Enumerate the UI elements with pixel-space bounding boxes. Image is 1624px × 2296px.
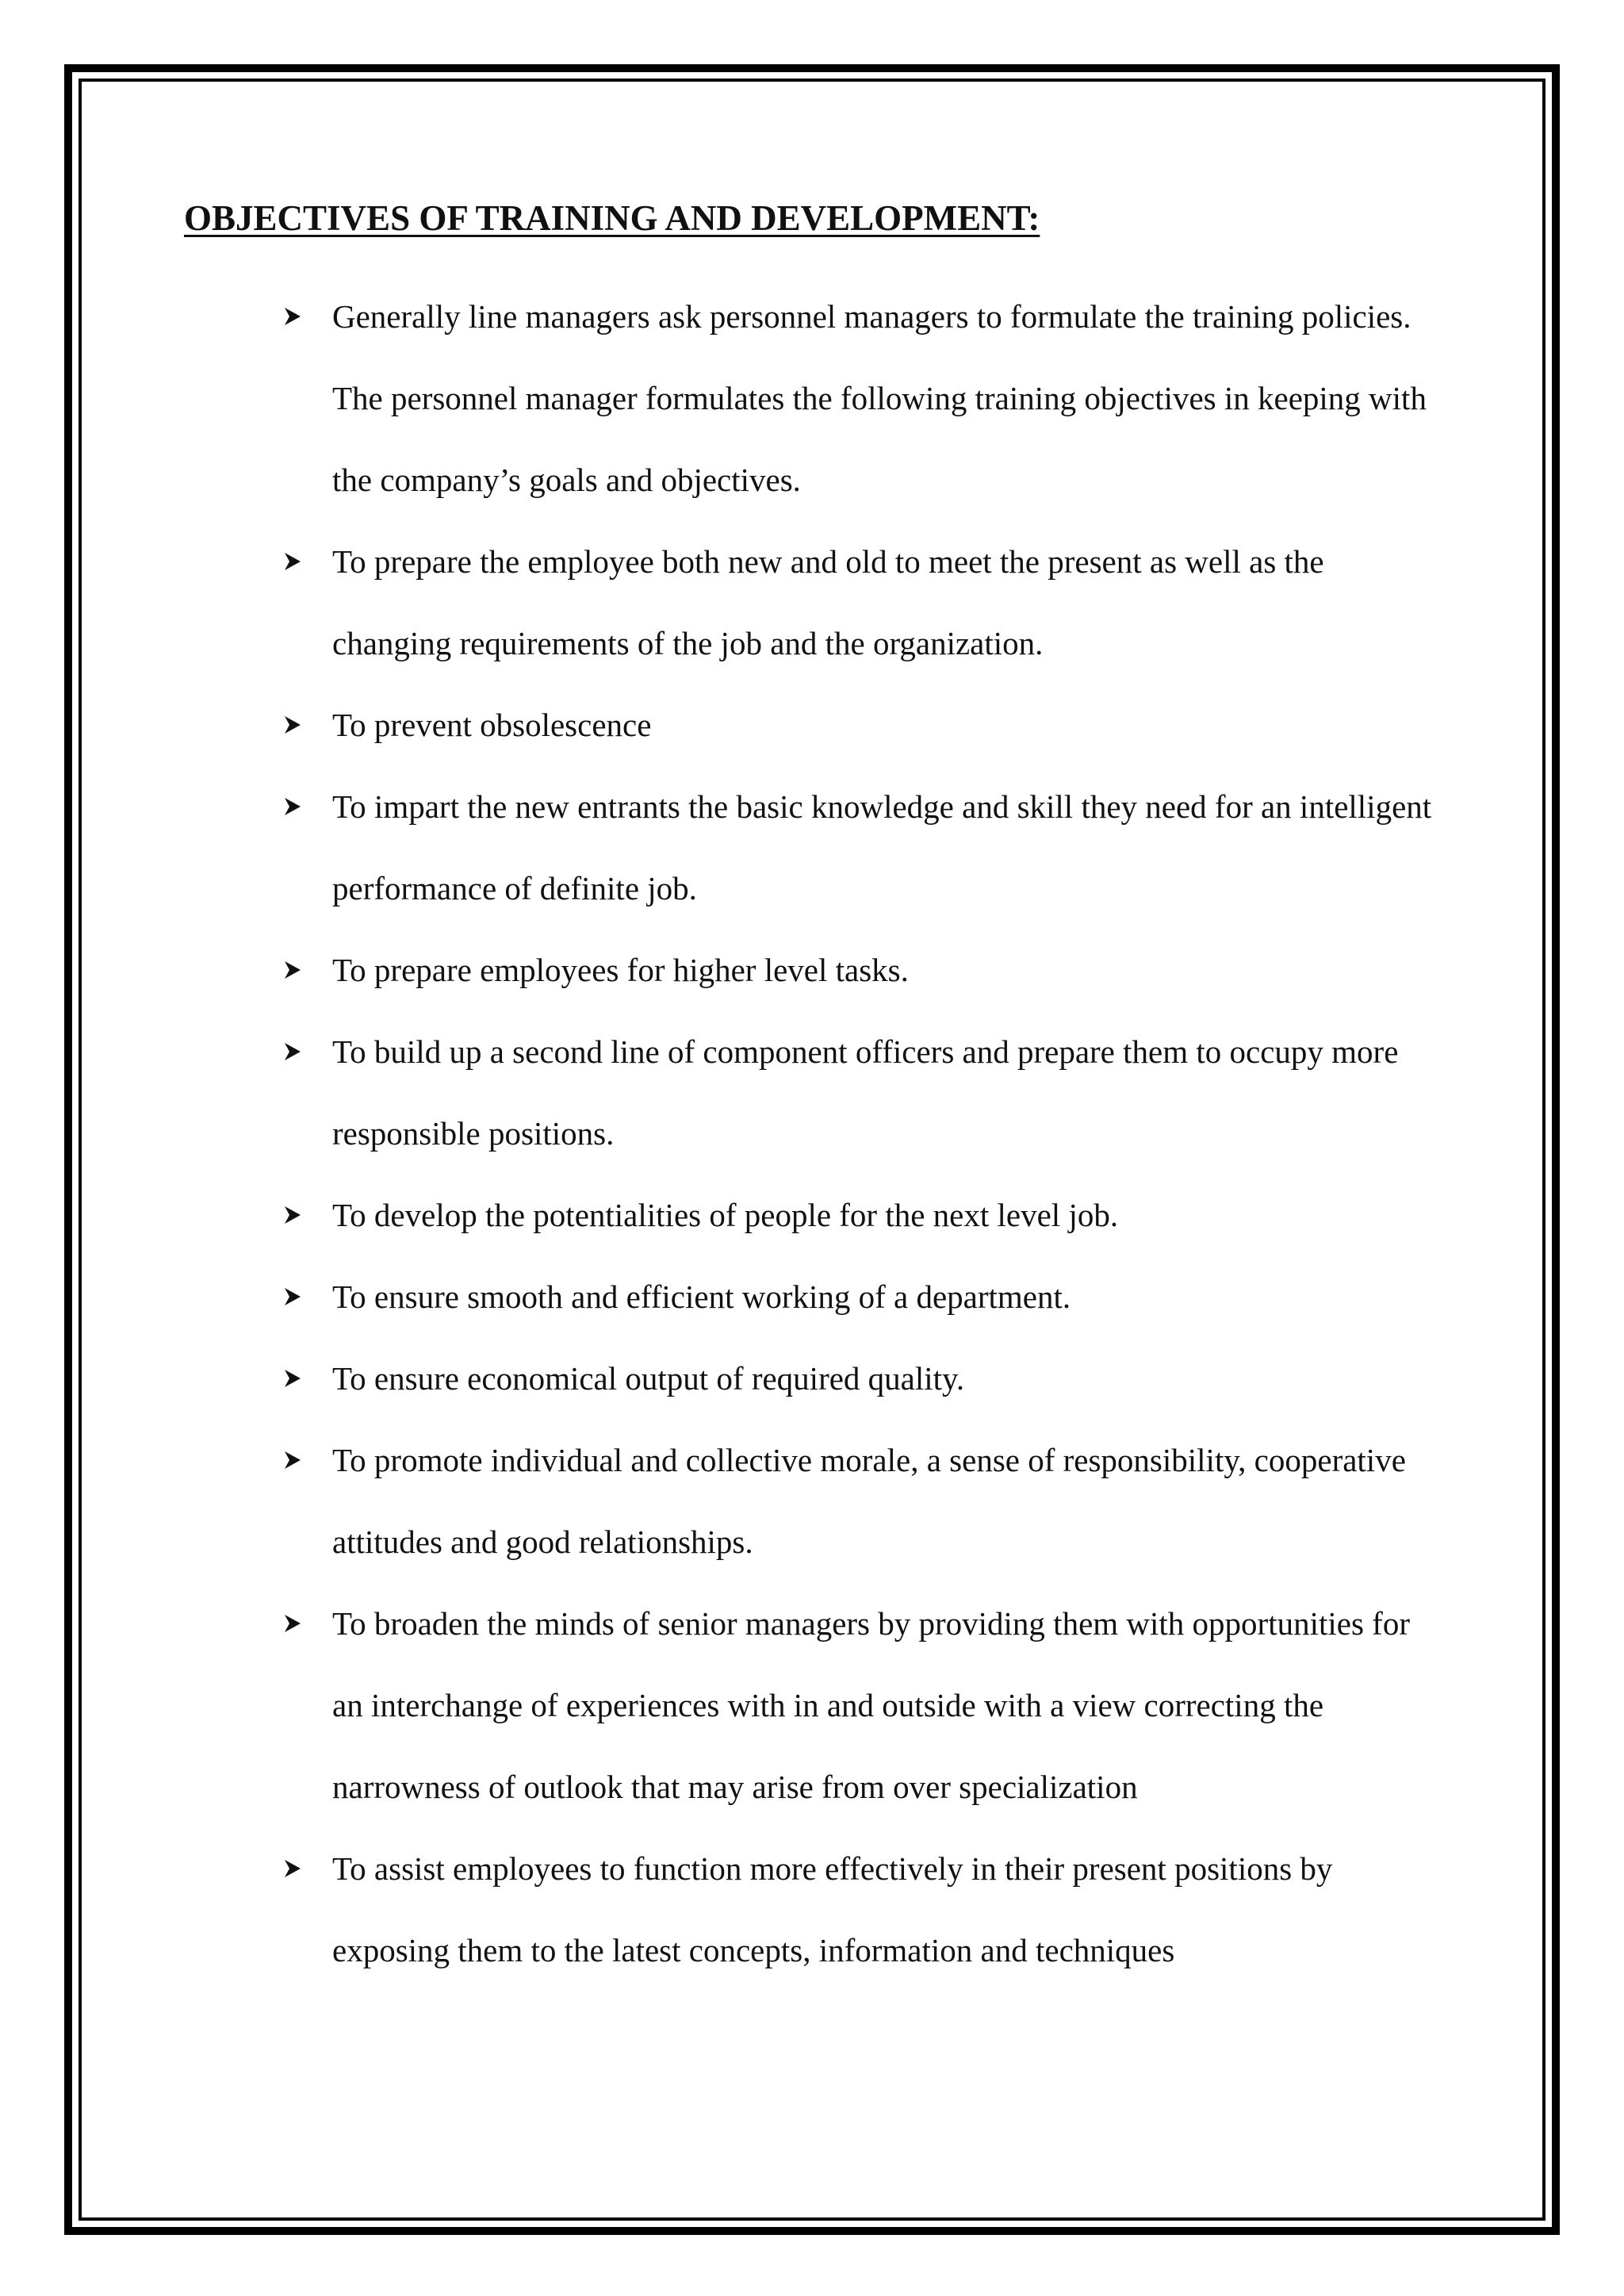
list-item [284,1175,1434,1256]
list-item-text: To prepare the employee both new and old to meet the present as well as the changing requirements of the job and the organization. [332,543,1324,661]
list-item-text: To promote individual and collective morale, a sense of responsibility, cooperative attitudes and good relationships. [332,1442,1406,1560]
arrowhead-bullet-icon [284,1828,316,1910]
arrowhead-bullet-icon [284,684,316,766]
page-content [184,190,1453,1968]
list-item-text: To build up a second line of component officers and prepare them to occupy more responsible positions. [332,1033,1399,1152]
arrowhead-bullet-icon [284,1420,316,1501]
list-item [284,1256,1434,1338]
arrowhead-bullet-icon [284,766,316,848]
arrowhead-bullet-icon [284,1338,316,1420]
list-item-text: To ensure smooth and efficient working of a department. [332,1278,1071,1315]
list-item [284,684,1434,766]
list-item-text: To prepare employees for higher level tasks. [332,952,909,988]
arrowhead-bullet-icon [284,930,316,1011]
arrowhead-bullet-icon [284,276,316,358]
list-item [284,1828,1434,1991]
list-item [284,276,1434,521]
list-item-text: To ensure economical output of required quality. [332,1360,965,1397]
list-item [284,1338,1434,1420]
arrowhead-bullet-icon [284,1175,316,1256]
objectives-list [284,276,1434,1991]
list-item-text: To broaden the minds of senior managers by providing them with opportunities for an interchange of experiences with in and outside with a view correcting the narrowness of outlook that may arise from over specialization [332,1605,1410,1805]
arrowhead-bullet-icon [284,521,316,603]
list-item [284,1420,1434,1583]
list-item [284,766,1434,930]
list-item [284,930,1434,1011]
list-item-text: To develop the potentialities of people for the next level job. [332,1197,1119,1233]
list-item-text: To assist employees to function more effectively in their present positions by exposing them to the latest concepts, information and techniques [332,1850,1333,1968]
list-item [284,521,1434,684]
list-item [284,1011,1434,1175]
section-heading: OBJECTIVES OF TRAINING AND DEVELOPMENT: [184,198,1040,238]
list-item-text: To prevent obsolescence [332,707,652,743]
arrowhead-bullet-icon [284,1583,316,1665]
list-item [284,1583,1434,1828]
arrowhead-bullet-icon [284,1256,316,1338]
list-item-text: To impart the new entrants the basic knowledge and skill they need for an intelligent performance of definite job. [332,788,1432,907]
arrowhead-bullet-icon [284,1011,316,1093]
list-item-text: Generally line managers ask personnel managers to formulate the training policies. The personnel manager formulates the following training objectives in keeping with the company’s goals and objectives. [332,298,1427,498]
